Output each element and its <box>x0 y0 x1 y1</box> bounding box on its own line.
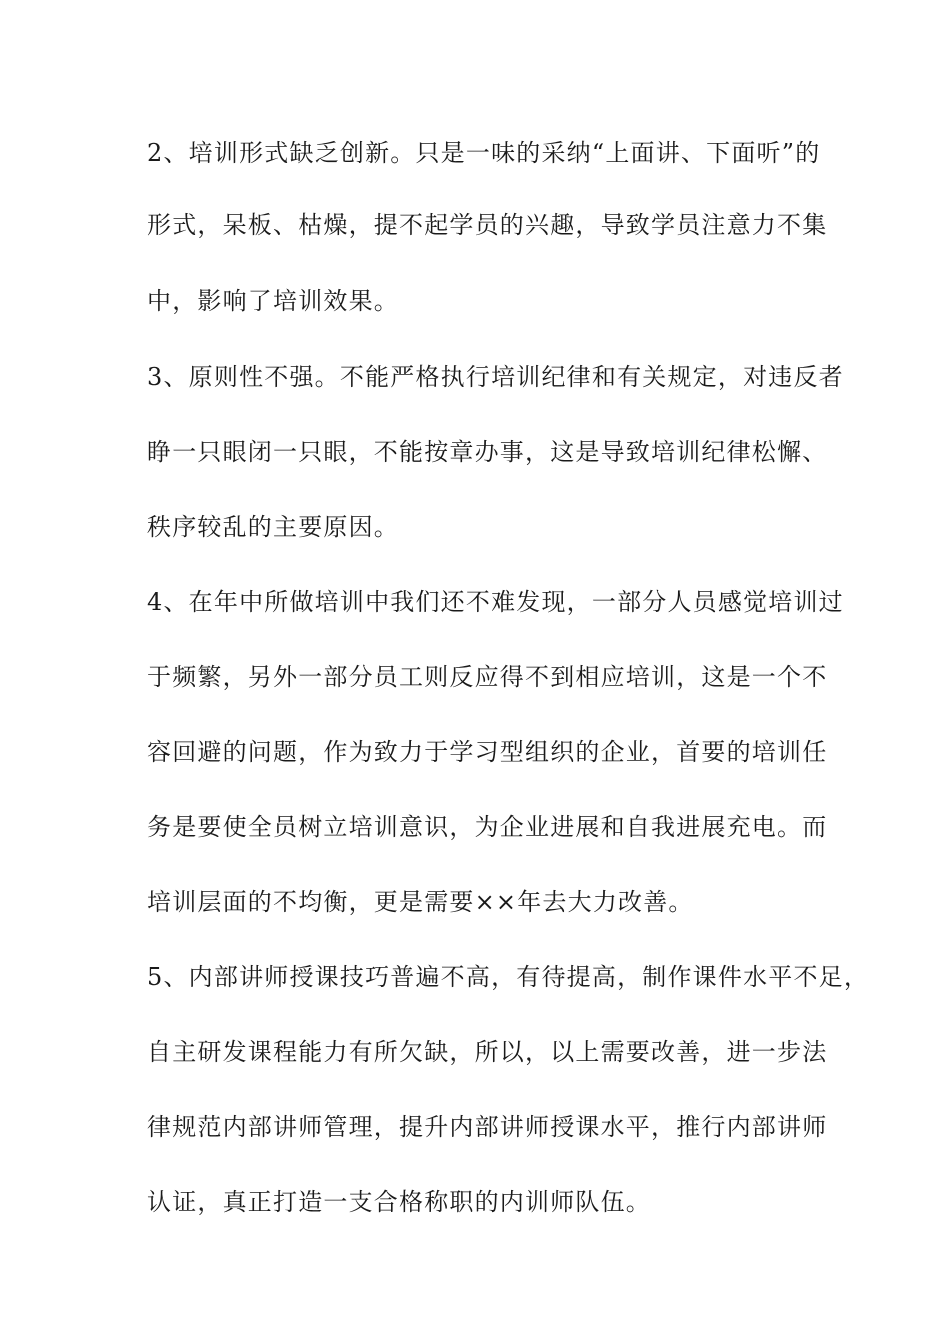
text-line: 5、内部讲师授课技巧普遍不高，有待提高，制作课件水平不足， <box>147 963 870 991</box>
text-line: 睁一只眼闭一只眼，不能按章办事，这是导致培训纪律松懈、 <box>147 438 828 466</box>
text-line: 形式，呆板、枯燥，提不起学员的兴趣，导致学员注意力不集 <box>147 211 828 239</box>
text-line: 4、在年中所做培训中我们还不难发现，一部分人员感觉培训过 <box>147 588 844 616</box>
text-line: 认证，真正打造一支合格称职的内训师队伍。 <box>147 1188 651 1216</box>
text-line: 秩序较乱的主要原因。 <box>147 513 399 541</box>
text-line: 3、原则性不强。不能严格执行培训纪律和有关规定，对违反者 <box>147 363 844 391</box>
text-line: 于频繁，另外一部分员工则反应得不到相应培训，这是一个不 <box>147 663 828 691</box>
text-line: 自主研发课程能力有所欠缺，所以，以上需要改善，进一步法 <box>147 1038 828 1066</box>
text-line: 律规范内部讲师管理，提升内部讲师授课水平，推行内部讲师 <box>147 1113 828 1141</box>
text-line: 容回避的问题，作为致力于学习型组织的企业，首要的培训任 <box>147 738 828 766</box>
text-line: 培训层面的不均衡，更是需要××年去大力改善。 <box>147 888 694 916</box>
text-line: 务是要使全员树立培训意识，为企业进展和自我进展充电。而 <box>147 813 828 841</box>
text-line: 中，影响了培训效果。 <box>147 287 399 315</box>
text-line: 2、培训形式缺乏创新。只是一味的采纳“上面讲、下面听”的 <box>147 139 821 167</box>
